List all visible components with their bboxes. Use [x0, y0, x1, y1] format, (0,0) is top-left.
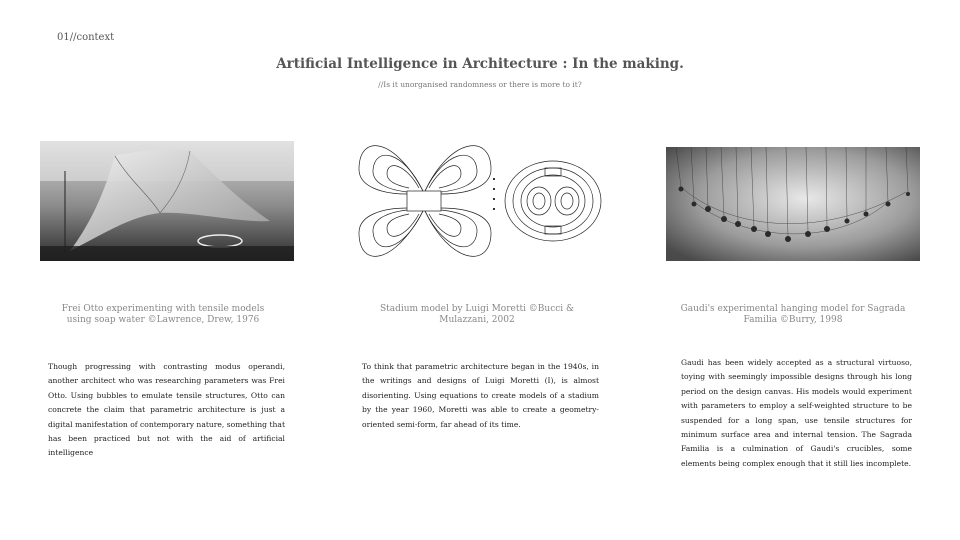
stadium-contour-drawing [355, 128, 605, 278]
caption-moretti: Stadium model by Luigi Moretti ©Bucci & Mulazzani, 2002 [379, 304, 575, 325]
section-label: 01//context [57, 32, 115, 43]
stadium-contour-drawing-icon [355, 128, 605, 278]
body-text-gaudi: Gaudi has been widely accepted as a structural virtuoso, toying with seemingly impossible designs through his long period on the design canvas. His models would experiment with parameters to employ a self-weighted structure to be suspended for a long span, use tensile structures for minimum surface area and internal tension. The Sagrada Familia is a culmination of Gaudi's crucibles, some elements being complex enough that it still lies incomplete. [681, 358, 912, 468]
tensile-model-photo [40, 141, 294, 261]
caption-frei-otto: Frei Otto experimenting with tensile models using soap water ©Lawrence, Drew, 1976 [61, 304, 265, 325]
caption-gaudi: Gaudi's experimental hanging model for Sagrada Familia ©Burry, 1998 [680, 304, 906, 325]
page-subtitle: //Is it unorganised randomness or there is more to it? [378, 80, 582, 89]
page-title: Artificial Intelligence in Architecture : In the making. [276, 56, 684, 72]
tensile-model-photo-icon [40, 141, 294, 261]
hanging-model-photo [666, 147, 920, 261]
body-text-frei-otto: Though progressing with contrasting modus operandi, another architect who was researching parameters was Frei Otto. Using bubbles to emulate tensile structures, Otto can concrete the claim that parametric architecture is just a digital manifestation of contemporary nature, something that has been practiced but not with the aid of artificial intelligence [48, 362, 285, 458]
hanging-model-photo-icon [666, 147, 920, 261]
body-text-moretti: To think that parametric architecture began in the 1940s, in the writings and designs of Luigi Moretti (I), is almost disorienting. Using equations to create models of a stadium by the year 1960, Moretti was able to create a geometry-oriented semi-form, far ahead of its time. [362, 362, 599, 429]
